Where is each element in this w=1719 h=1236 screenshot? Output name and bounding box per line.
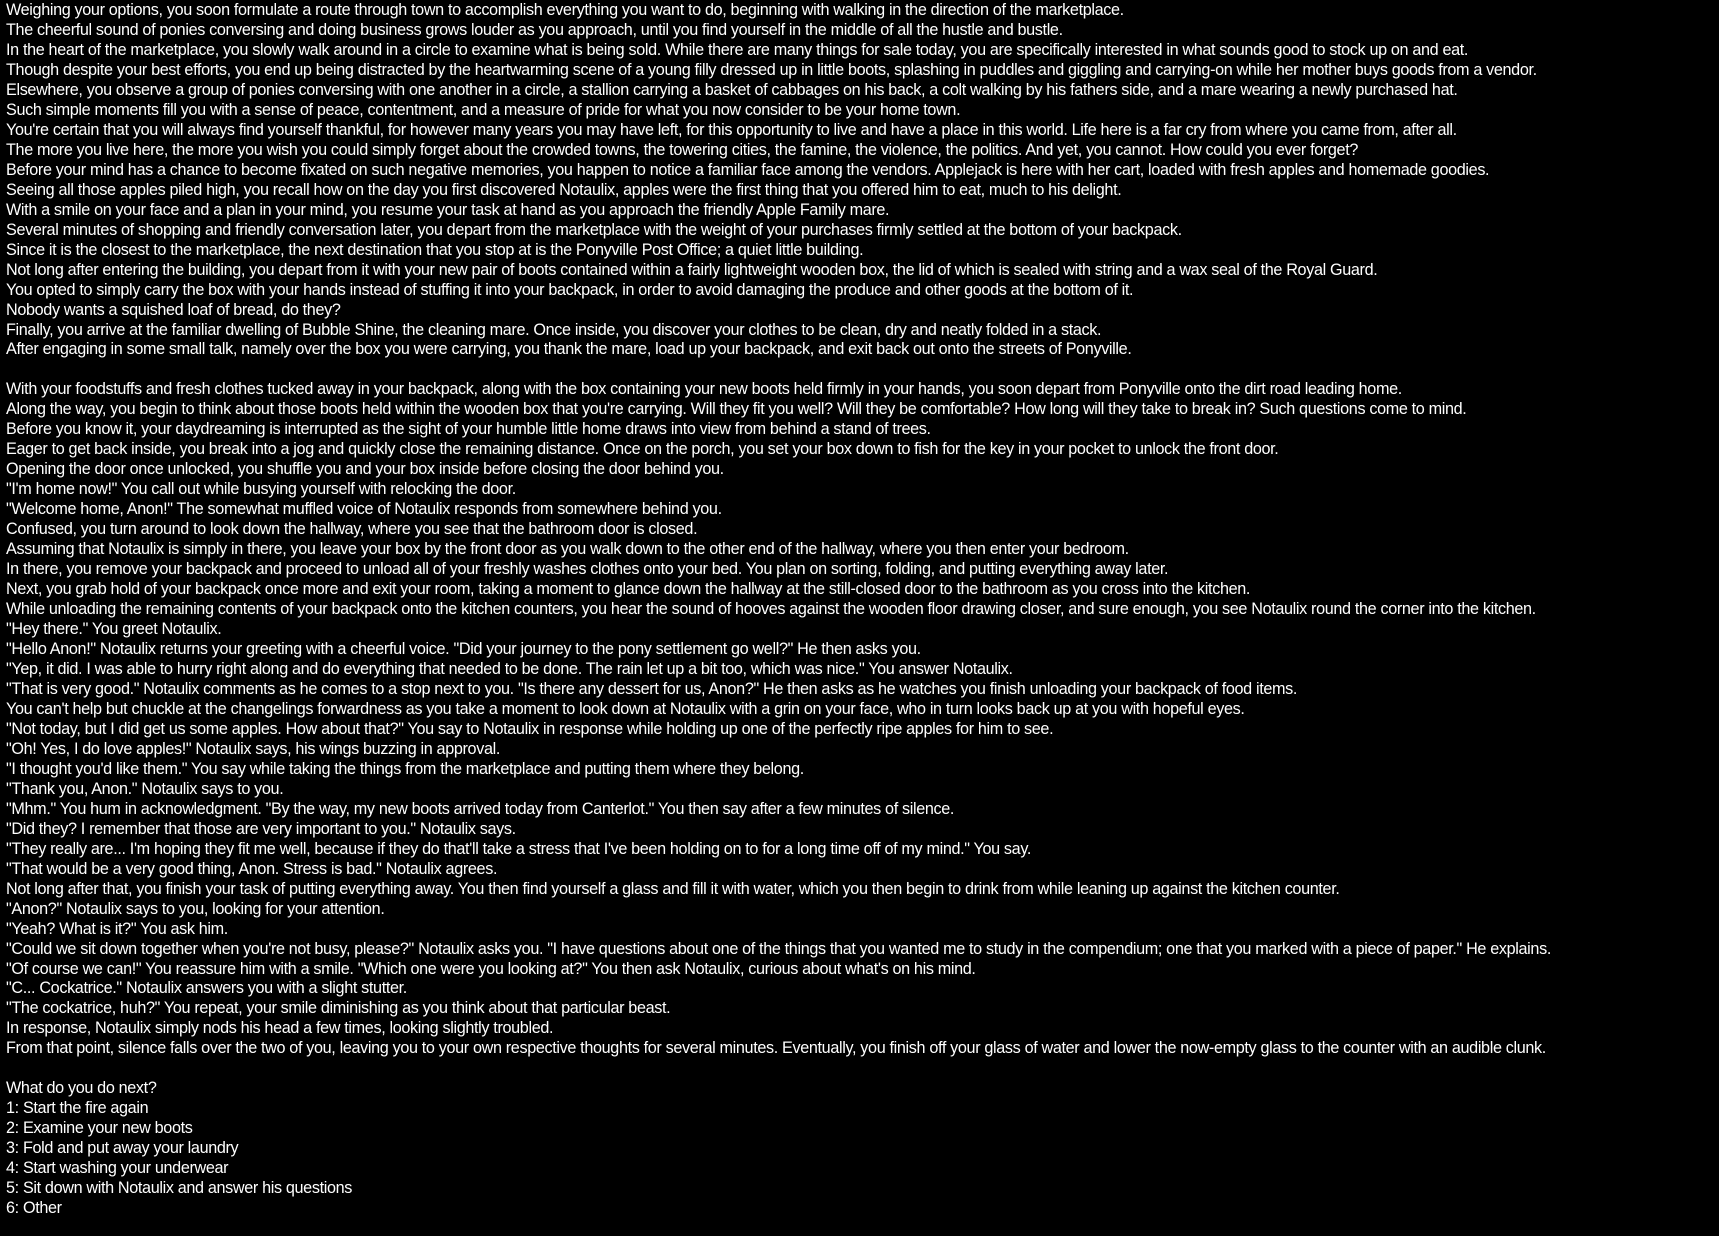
story-line: While unloading the remaining contents of your backpack onto the kitchen counters, you hear the sound of hooves against the wooden floor drawing closer, and sure enough, you see Notaulix round the corner into the kitchen. xyxy=(6,600,1536,619)
story-line: "Welcome home, Anon!" The somewhat muffled voice of Notaulix responds from somewhere behind you. xyxy=(6,500,722,519)
story-line: Nobody wants a squished loaf of bread, do they? xyxy=(6,300,341,319)
story-section-2 xyxy=(6,380,1714,1059)
story-line: In the heart of the marketplace, you slowly walk around in a circle to examine what is being sold. While there are many things for sale today, you are specifically interested in what sounds good to stock up on and eat. xyxy=(6,40,1469,59)
choice-option: 3: Fold and put away your laundry xyxy=(6,1139,239,1158)
story-line: Eager to get back inside, you break into a jog and quickly close the remaining distance. Once on the porch, you set your box down to fish for the key in your pocket to unlock the front door. xyxy=(6,440,1279,459)
story-line: Assuming that Notaulix is simply in there, you leave your box by the front door as you walk down to the other end of the hallway, where you then enter your bedroom. xyxy=(6,540,1129,559)
story-line: "Oh! Yes, I do love apples!" Notaulix says, his wings buzzing in approval. xyxy=(6,739,500,758)
story-line: Seeing all those apples piled high, you recall how on the day you first discovered Notaulix, apples were the first thing that you offered him to eat, much to his delight. xyxy=(6,180,1122,199)
story-line: Along the way, you begin to think about those boots held within the wooden box that you're carrying. Will they fit you well? Will they be comfortable? How long will they take to break in? Such questions come to mind. xyxy=(6,400,1467,419)
story-line: In there, you remove your backpack and proceed to unload all of your freshly washes clothes onto your bed. You plan on sorting, folding, and putting everything away later. xyxy=(6,560,1169,579)
story-line: Since it is the closest to the marketplace, the next destination that you stop at is the Ponyville Post Office; a quiet little building. xyxy=(6,240,864,259)
story-line: Though despite your best efforts, you end up being distracted by the heartwarming scene of a young filly dressed up in little boots, splashing in puddles and giggling and carrying-on while her mother buys goods from a vendor. xyxy=(6,60,1537,79)
story-line: Before your mind has a chance to become fixated on such negative memories, you happen to notice a familiar face among the vendors. Applejack is here with her cart, loaded with fresh apples and homemade goodies. xyxy=(6,160,1490,179)
story-line: Confused, you turn around to look down the hallway, where you see that the bathroom door is closed. xyxy=(6,520,698,539)
choice-option: 4: Start washing your underwear xyxy=(6,1159,229,1178)
story-text xyxy=(6,1,1714,1219)
story-line: After engaging in some small talk, namely over the box you were carrying, you thank the mare, load up your backpack, and exit back out onto the streets of Ponyville. xyxy=(6,340,1132,359)
story-line: The cheerful sound of ponies conversing and doing business grows louder as you approach, until you find yourself in the middle of all the hustle and bustle. xyxy=(6,20,1063,39)
story-line: "The cockatrice, huh?" You repeat, your smile diminishing as you think about that particular beast. xyxy=(6,999,671,1018)
story-line: Finally, you arrive at the familiar dwelling of Bubble Shine, the cleaning mare. Once inside, you discover your clothes to be clean, dry and neatly folded in a stack. xyxy=(6,320,1102,339)
story-line: In response, Notaulix simply nods his head a few times, looking slightly troubled. xyxy=(6,1019,554,1038)
story-line: Not long after that, you finish your task of putting everything away. You then find yourself a glass and fill it with water, which you then begin to drink from while leaning up against the kitchen counter. xyxy=(6,879,1340,898)
story-line: "Not today, but I did get us some apples. How about that?" You say to Notaulix in response while holding up one of the perfectly ripe apples for him to see. xyxy=(6,719,1054,738)
story-line: "Did they? I remember that those are very important to you." Notaulix says. xyxy=(6,819,516,838)
story-line: Opening the door once unlocked, you shuffle you and your box inside before closing the door behind you. xyxy=(6,460,724,479)
story-line: "I thought you'd like them." You say while taking the things from the marketplace and putting them where they belong. xyxy=(6,759,804,778)
story-line: The more you live here, the more you wish you could simply forget about the crowded towns, the towering cities, the famine, the violence, the politics. And yet, you cannot. How could you ever forget? xyxy=(6,140,1359,159)
story-line: "C... Cockatrice." Notaulix answers you with a slight stutter. xyxy=(6,979,407,998)
story-line: With your foodstuffs and fresh clothes tucked away in your backpack, along with the box containing your new boots held firmly in your hands, you soon depart from Ponyville onto the dirt road leading home. xyxy=(6,380,1402,399)
story-line: "Hello Anon!" Notaulix returns your greeting with a cheerful voice. "Did your journey to the pony settlement go well?" He then asks you. xyxy=(6,640,921,658)
story-line: From that point, silence falls over the two of you, leaving you to your own respective thoughts for several minutes. Eventually, you finish off your glass of water and lower the now-empty glass to the counter with an audible clunk. xyxy=(6,1039,1546,1058)
story-line: Weighing your options, you soon formulate a route through town to accomplish everything you want to do, beginning with walking in the direction of the marketplace. xyxy=(6,1,1124,19)
choice-option: 6: Other xyxy=(6,1199,62,1218)
story-line: Next, you grab hold of your backpack once more and exit your room, taking a moment to glance down the hallway at the still-closed door to the bathroom as you cross into the kitchen. xyxy=(6,580,1251,599)
story-line: Before you know it, your daydreaming is interrupted as the sight of your humble little home draws into view from behind a stand of trees. xyxy=(6,420,931,439)
story-line: Such simple moments fill you with a sense of peace, contentment, and a measure of pride for what you now consider to be your home town. xyxy=(6,100,961,119)
story-line: Not long after entering the building, you depart from it with your new pair of boots contained within a fairly lightweight wooden box, the lid of which is sealed with string and a wax seal of the Royal Guard. xyxy=(6,260,1378,279)
choice-option: 5: Sit down with Notaulix and answer his questions xyxy=(6,1179,353,1198)
story-line: "They really are... I'm hoping they fit me well, because if they do that'll take a stress that I've been holding on to for a long time off of my mind." You say. xyxy=(6,839,1032,858)
story-line: "That is very good." Notaulix comments as he comes to a stop next to you. "Is there any dessert for us, Anon?" He then asks as he watches you finish unloading your backpack of food items. xyxy=(6,679,1298,698)
story-line: "I'm home now!" You call out while busying yourself with relocking the door. xyxy=(6,480,516,499)
story-line: "Of course we can!" You reassure him with a smile. "Which one were you looking at?" You then ask Notaulix, curious about what's on his mind. xyxy=(6,959,976,978)
choice-option: 1: Start the fire again xyxy=(6,1099,149,1118)
story-line: Several minutes of shopping and friendly conversation later, you depart from the marketplace with the weight of your purchases firmly settled at the bottom of your backpack. xyxy=(6,220,1182,239)
paragraph-gap xyxy=(6,360,1714,380)
story-line: Elsewhere, you observe a group of ponies conversing with one another in a circle, a stallion carrying a basket of cabbages on his back, a colt walking by his fathers side, and a mare wearing a newly purchased hat. xyxy=(6,80,1458,99)
story-line: "That would be a very good thing, Anon. Stress is bad." Notaulix agrees. xyxy=(6,859,498,878)
story-line: You opted to simply carry the box with your hands instead of stuffing it into your backpack, in order to avoid damaging the produce and other goods at the bottom of it. xyxy=(6,280,1134,299)
story-line: "Yep, it did. I was able to hurry right along and do everything that needed to be done. The rain let up a bit too, which was nice." You answer Notaulix. xyxy=(6,659,1013,678)
choice-prompt: What do you do next? xyxy=(6,1079,157,1098)
story-line: "Anon?" Notaulix says to you, looking for your attention. xyxy=(6,899,385,918)
story-line: "Yeah? What is it?" You ask him. xyxy=(6,919,228,938)
story-line: With a smile on your face and a plan in your mind, you resume your task at hand as you approach the friendly Apple Family mare. xyxy=(6,200,890,219)
story-line: "Hey there." You greet Notaulix. xyxy=(6,620,222,639)
story-section-1 xyxy=(6,1,1714,360)
story-line: You can't help but chuckle at the changelings forwardness as you take a moment to look down at Notaulix with a grin on your face, who in turn looks back up at you with hopeful eyes. xyxy=(6,699,1245,718)
story-line: You're certain that you will always find yourself thankful, for however many years you may have left, for this opportunity to live and have a place in this world. Life here is a far cry from where you came from, after all. xyxy=(6,120,1457,139)
choice-list xyxy=(6,1099,1714,1219)
paragraph-gap xyxy=(6,1059,1714,1079)
story-line: "Mhm." You hum in acknowledgment. "By the way, my new boots arrived today from Canterlot." You then say after a few minutes of silence. xyxy=(6,799,955,818)
story-line: "Thank you, Anon." Notaulix says to you. xyxy=(6,779,284,798)
choice-option: 2: Examine your new boots xyxy=(6,1119,193,1138)
story-line: "Could we sit down together when you're not busy, please?" Notaulix asks you. "I have questions about one of the things that you wanted me to study in the compendium; one that you marked with a piece of paper." He explains. xyxy=(6,939,1551,958)
